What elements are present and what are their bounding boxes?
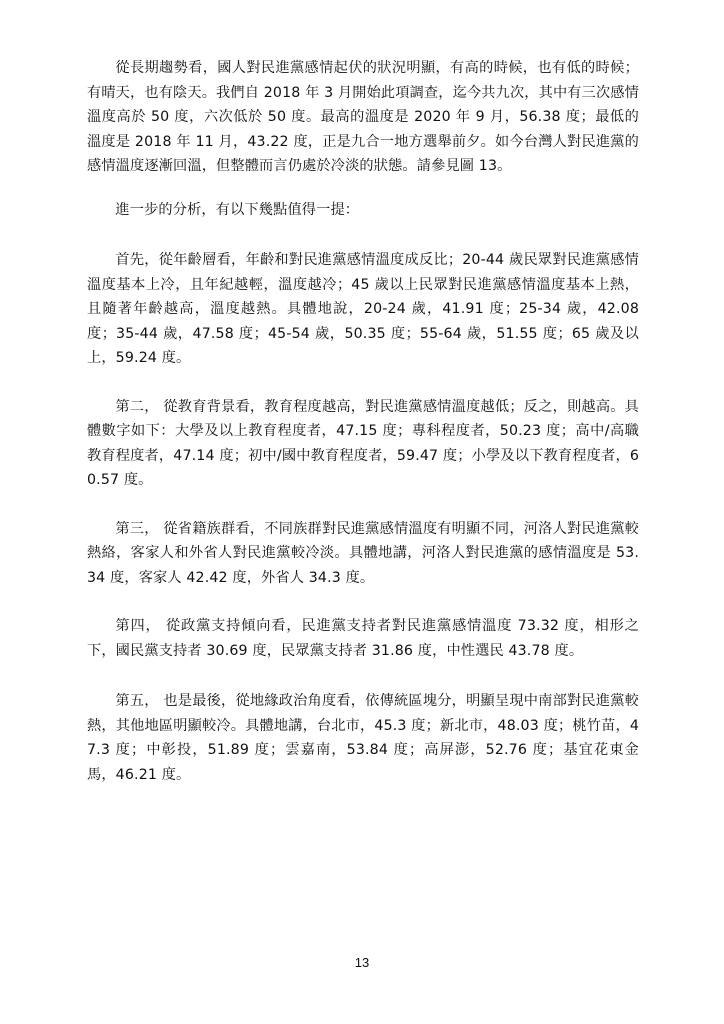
document-body: [87, 56, 639, 787]
paragraph-age-group: 首先，從年齡層看，年齡和對民進黨感情溫度成反比；20-44 歲民眾對民進黨感情溫度基本上冷，且年紀越輕，溫度越冷；45 歲以上民眾對民進黨感情溫度基本上熱，且隨著年齡越高，溫度越熱。具體地說，20-24 歲，41.91 度；25-34 歲，42.08 度；35-44 歲，47.58 度；45-54 歲，50.35 度；55-64 歲，51.55 度；65 歲及以上，59.24 度。: [87, 252, 639, 366]
paragraph-analysis-intro: 進一步的分析，有以下幾點值得一提：: [115, 201, 360, 218]
page-number: 13: [354, 955, 370, 970]
paragraph-trend-overview: 從長期趨勢看，國人對民進黨感情起伏的狀況明顯，有高的時候，也有低的時候；有晴天，也有陰天。我們自 2018 年 3 月開始此項調查，迄今共九次，其中有三次感情溫度高於 50 度，六次低於 50 度。最高的溫度是 2020 年 9 月，56.38 度；最低的溫度是 2018 年 11 月，43.22 度，正是九合一地方選舉前夕。如今台灣人對民進黨的感情溫度逐漸回溫，但整體而言仍處於冷淡的狀態。請參見圖 13。: [87, 60, 639, 174]
paragraph-education: 第二， 從教育背景看，教育程度越高，對民進黨感情溫度越低；反之，則越高。具體數字如下：大學及以上教育程度者，47.15 度；專科程度者，50.23 度；高中/高職教育程度者，47.14 度；初中/國中教育程度者，59.47 度；小學及以下教育程度者，60.57 度。: [87, 398, 639, 488]
paragraph-geopolitics: 第五， 也是最後，從地緣政治角度看，依傳統區塊分，明顯呈現中南部對民進黨較熱，其他地區明顯較冷。具體地講，台北市，45.3 度；新北市，48.03 度；桃竹苗，47.3 度；中彰投，51.89 度；雲嘉南，53.84 度；高屏澎，52.76 度；基宜花東金馬，46.21 度。: [87, 693, 639, 783]
paragraph-ethnic-group: 第三， 從省籍族群看，不同族群對民進黨感情溫度有明顯不同，河洛人對民進黨較熱絡，客家人和外省人對民進黨較冷淡。具體地講，河洛人對民進黨的感情溫度是 53.34 度，客家人 42.42 度，外省人 34.3 度。: [87, 520, 639, 586]
paragraph-party-support: 第四， 從政黨支持傾向看，民進黨支持者對民進黨感情溫度 73.32 度，相形之下，國民黨支持者 30.69 度，民眾黨支持者 31.86 度，中性選民 43.78 度。: [87, 618, 639, 659]
